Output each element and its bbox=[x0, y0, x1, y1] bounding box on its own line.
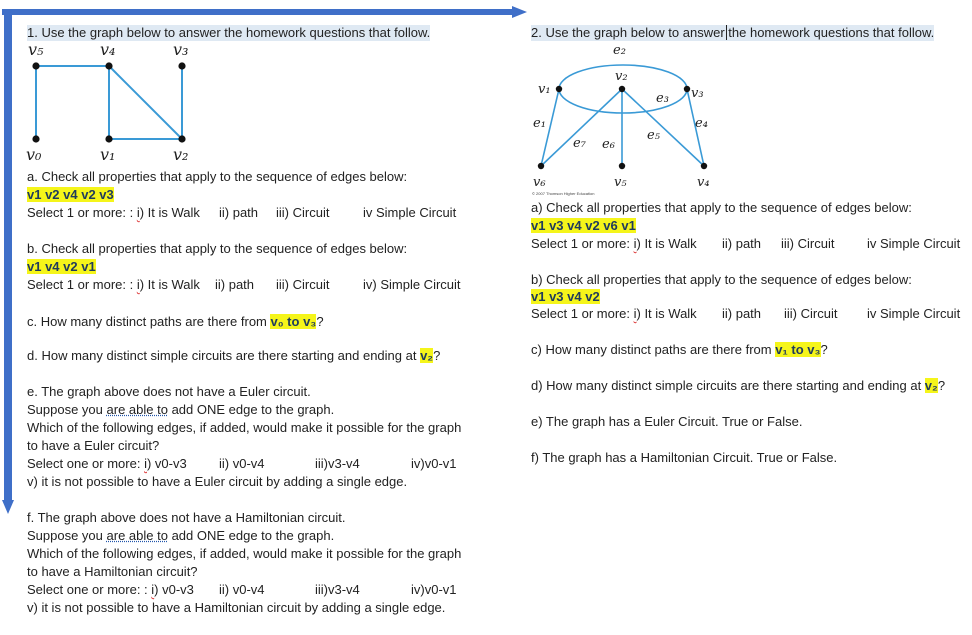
vertex-v5 bbox=[32, 62, 39, 69]
right-qb-opt-iv[interactable]: iv Simple Circuit bbox=[867, 306, 961, 321]
left-qe-line2: Suppose you are able to add ONE edge to the graph. bbox=[27, 402, 335, 417]
left-header: 1. Use the graph below to answer the homework questions that follow. bbox=[27, 25, 431, 40]
left-graph bbox=[20, 42, 210, 172]
label-v1: v₁ bbox=[100, 145, 116, 164]
label-e3: e₃ bbox=[656, 91, 669, 106]
vertex-v6 bbox=[538, 163, 544, 169]
right-qc: c) How many distinct paths are there from v₁ to v₃? bbox=[531, 342, 828, 357]
left-qf-line2: Suppose you are able to add ONE edge to the graph. bbox=[27, 528, 335, 543]
vertex-v4 bbox=[105, 62, 112, 69]
right-qf: f) The graph has a Hamiltonian Circuit. True or False. bbox=[531, 450, 838, 465]
left-qf-opt-iv[interactable]: iv)v0-v1 bbox=[411, 582, 457, 597]
left-qf-line4: to have a Hamiltonian circuit? bbox=[27, 564, 198, 579]
right-qb-options: Select 1 or more: i) It is Walk bbox=[531, 306, 697, 321]
vertex-v5 bbox=[619, 163, 625, 169]
right-qa-opt-iii[interactable]: iii) Circuit bbox=[781, 236, 835, 251]
label-v5: v₅ bbox=[614, 175, 627, 190]
label-v4: v₄ bbox=[100, 40, 116, 59]
vertex-v1 bbox=[556, 86, 562, 92]
right-qe: e) The graph has a Euler Circuit. True or False. bbox=[531, 414, 803, 429]
edge-v4-v2 bbox=[109, 66, 182, 139]
left-qf-opt-iii[interactable]: iii)v3-v4 bbox=[315, 582, 360, 597]
label-v3: v₃ bbox=[173, 40, 189, 59]
right-qa-options: Select 1 or more: i) It is Walk bbox=[531, 236, 697, 251]
label-e5: e₅ bbox=[647, 128, 660, 143]
label-e1: e₁ bbox=[533, 116, 546, 131]
label-e4: e₄ bbox=[695, 116, 708, 131]
label-e2: e₂ bbox=[613, 43, 626, 58]
left-qa-sequence: v1 v2 v4 v2 v3 bbox=[27, 187, 114, 202]
left-qb-sequence: v1 v4 v2 v1 bbox=[27, 259, 96, 274]
right-qa-sequence: v1 v3 v4 v2 v6 v1 bbox=[531, 218, 636, 233]
label-v5: v₅ bbox=[28, 40, 44, 59]
vertical-arrow bbox=[2, 14, 14, 514]
label-v2: v₂ bbox=[615, 69, 628, 84]
right-qd: d) How many distinct simple circuits are there starting and ending at v₂? bbox=[531, 378, 946, 393]
left-qf-line3: Which of the following edges, if added, would make it possible for the graph bbox=[27, 546, 462, 561]
right-qa-opt-ii[interactable]: ii) path bbox=[722, 236, 762, 251]
left-qb-opt-iv[interactable]: iv) Simple Circuit bbox=[363, 277, 461, 292]
left-qa-prompt: a. Check all properties that apply to the sequence of edges below: bbox=[27, 169, 408, 184]
right-qa-opt-iv[interactable]: iv Simple Circuit bbox=[867, 236, 961, 251]
left-qe-line4: to have a Euler circuit? bbox=[27, 438, 160, 453]
label-v4: v₄ bbox=[697, 175, 710, 190]
left-qb-opt-ii[interactable]: ii) path bbox=[215, 277, 255, 292]
right-qb-opt-iii[interactable]: iii) Circuit bbox=[784, 306, 838, 321]
label-v0: v₀ bbox=[26, 145, 42, 164]
right-qb-prompt: b) Check all properties that apply to the sequence of edges below: bbox=[531, 272, 912, 287]
left-qc: c. How many distinct paths are there from v₀ to v₃? bbox=[27, 314, 324, 329]
left-qb-opt-iii[interactable]: iii) Circuit bbox=[276, 277, 330, 292]
horizontal-arrow bbox=[2, 6, 527, 18]
left-qe-opt-v[interactable]: v) it is not possible to have a Euler circuit by adding a single edge. bbox=[27, 474, 408, 489]
left-qa-options: Select 1 or more: : i) It is Walk bbox=[27, 205, 200, 220]
vertex-v4 bbox=[701, 163, 707, 169]
left-qa-opt-iv[interactable]: iv Simple Circuit bbox=[363, 205, 457, 220]
left-qf-opt-ii[interactable]: ii) v0-v4 bbox=[219, 582, 265, 597]
left-qa-opt-ii[interactable]: ii) path bbox=[219, 205, 259, 220]
left-qa-opt-iii[interactable]: iii) Circuit bbox=[276, 205, 330, 220]
edge-e7 bbox=[541, 89, 622, 166]
left-qf-line1: f. The graph above does not have a Hamiltonian circuit. bbox=[27, 510, 346, 525]
label-v1: v₁ bbox=[538, 82, 551, 97]
left-qf-opt-v[interactable]: v) it is not possible to have a Hamiltonian circuit by adding a single edge. bbox=[27, 600, 446, 615]
vertex-v2 bbox=[619, 86, 625, 92]
left-qf-options: Select one or more: : i) v0-v3 bbox=[27, 582, 194, 597]
left-qd: d. How many distinct simple circuits are there starting and ending at v₂? bbox=[27, 348, 441, 363]
left-qe-opt-ii[interactable]: ii) v0-v4 bbox=[219, 456, 265, 471]
vertex-v3 bbox=[178, 62, 185, 69]
vertex-v1 bbox=[105, 135, 112, 142]
vertex-v2 bbox=[178, 135, 185, 142]
right-qa-prompt: a) Check all properties that apply to the sequence of edges below: bbox=[531, 200, 912, 215]
left-qe-options: Select one or more: i) v0-v3 bbox=[27, 456, 187, 471]
label-v3: v₃ bbox=[691, 86, 704, 101]
vertex-v3 bbox=[684, 86, 690, 92]
vertex-v0 bbox=[32, 135, 39, 142]
graph-credit: © 2007 Thomson Higher Education bbox=[532, 191, 595, 196]
label-e6: e₆ bbox=[602, 137, 615, 152]
left-qb-options: Select 1 or more: : i) It is Walk bbox=[27, 277, 200, 292]
left-qe-opt-iii[interactable]: iii)v3-v4 bbox=[315, 456, 360, 471]
label-e7: e₇ bbox=[573, 136, 586, 151]
right-qb-sequence: v1 v3 v4 v2 bbox=[531, 289, 600, 304]
left-qb-prompt: b. Check all properties that apply to the sequence of edges below: bbox=[27, 241, 408, 256]
right-graph bbox=[525, 40, 725, 200]
left-qe-line1: e. The graph above does not have a Euler circuit. bbox=[27, 384, 311, 399]
text-cursor: the homework questions that follow. bbox=[728, 25, 935, 40]
label-v2: v₂ bbox=[173, 145, 189, 164]
label-v6: v₆ bbox=[533, 175, 546, 190]
left-qe-line3: Which of the following edges, if added, would make it possible for the graph bbox=[27, 420, 462, 435]
right-header: 2. Use the graph below to answer the homework questions that follow. bbox=[531, 25, 935, 40]
right-qb-opt-ii[interactable]: ii) path bbox=[722, 306, 762, 321]
left-qe-opt-iv[interactable]: iv)v0-v1 bbox=[411, 456, 457, 471]
